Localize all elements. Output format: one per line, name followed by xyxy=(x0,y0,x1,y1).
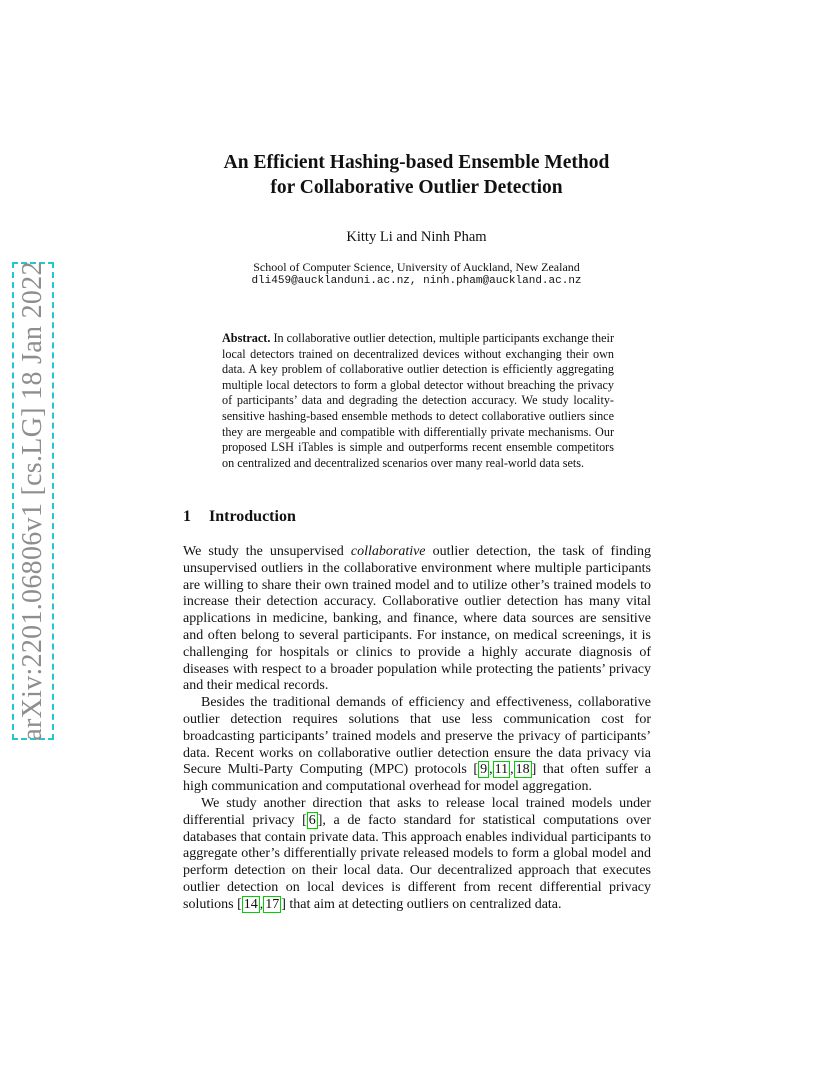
citation-link[interactable]: 18 xyxy=(515,762,530,778)
arxiv-identifier-stamp xyxy=(12,262,54,740)
paragraph-1 xyxy=(183,544,651,695)
citation-link[interactable]: 11 xyxy=(494,762,509,778)
section-heading-introduction xyxy=(183,508,296,526)
paragraph-2-text-a: Besides the traditional demands of efficiency and effectiveness, collaborative outlier detection requires solutions that use less communication cost for broadcasting participants’ trained models and preserve the privacy of participants’ data. Recent works on collaborative outlier detection ensure the data privacy via Secure Multi-Party Computing (MPC) protocols [ xyxy=(183,695,651,778)
citation-separator: , xyxy=(489,762,493,778)
abstract-text: In collaborative outlier detection, multiple participants exchange their local detectors trained on decentralized devices without exchanging their own data. A key problem of collaborative outlier detection is efficiently aggregating multiple local detectors to form a global detector without breaching the privacy of participants’ data and degrading the detection accuracy. We study locality-sensitive hashing-based ensemble methods to detect collaborative outliers since they are mergeable and compatible with differentially private mechanisms. Our proposed LSH iTables is simple and outperforms recent ensemble competitors on centralized and decentralized scenarios over many real-world data sets. xyxy=(222,331,614,470)
citation-link[interactable]: 17 xyxy=(265,896,280,912)
affiliation: School of Computer Science, University of Auckland, New Zealand xyxy=(253,260,580,274)
section-title: Introduction xyxy=(209,508,296,525)
author-emails: dli459@aucklanduni.ac.nz, ninh.pham@auckland.ac.nz xyxy=(251,275,582,287)
abstract xyxy=(222,331,614,471)
citation-link[interactable]: 14 xyxy=(243,896,258,912)
paper-title-line-1: An Efficient Hashing-based Ensemble Method xyxy=(223,152,610,173)
paragraph-2 xyxy=(183,695,651,796)
authors: Kitty Li and Ninh Pham xyxy=(346,229,487,245)
paragraph-3 xyxy=(183,796,651,914)
introduction-body xyxy=(183,544,651,914)
citation-separator: , xyxy=(259,896,264,912)
paragraph-1-text-a: We study the unsupervised xyxy=(183,544,351,559)
abstract-label: Abstract. xyxy=(222,331,271,345)
citation-link[interactable]: 9 xyxy=(480,762,488,778)
section-number: 1 xyxy=(183,508,191,525)
paper-title-line-2: for Collaborative Outlier Detection xyxy=(270,176,563,198)
paper-title xyxy=(150,151,683,200)
paragraph-1-emphasis: collaborative xyxy=(350,544,426,559)
paragraph-3-text-a: We study another direction that asks to release local trained models under differential privacy [ xyxy=(183,795,651,828)
citation-separator: , xyxy=(510,762,514,778)
paragraph-3-text-b: ], a de facto standard for statistical computations over databases that contain private data. This approach enables individual participants to aggregate other’s differentially private released models to form a global model and perform detection on their local data. Our decentralized approach that executes outlier detection on local devices is different from recent differential privacy solutions [ xyxy=(183,812,651,912)
arxiv-identifier-text: arXiv:2201.06806v1 [cs.LG] 18 Jan 2022 xyxy=(17,261,48,741)
paragraph-2-text-b: ] that often suffer a high communication and computational overhead for model aggregation. xyxy=(183,762,652,795)
paragraph-3-text-c: ] that aim at detecting outliers on centralized data. xyxy=(281,896,562,912)
citation-link[interactable]: 6 xyxy=(308,812,316,828)
paragraph-1-text-b: outlier detection, the task of finding unsupervised outliers in the collaborative environment where multiple participants are willing to share their own trained model and to utilize other’s trained models to increase their detection accuracy. Collaborative outlier detection has many vital applications in medicine, banking, and finance, where data sources are sensitive and often belong to several participants. For instance, on medical screenings, it is challenging for hospitals or clinics to provide a highly accurate diagnosis of diseases with respect to a broader population while protecting the patients’ privacy and their medical records. xyxy=(183,544,652,694)
